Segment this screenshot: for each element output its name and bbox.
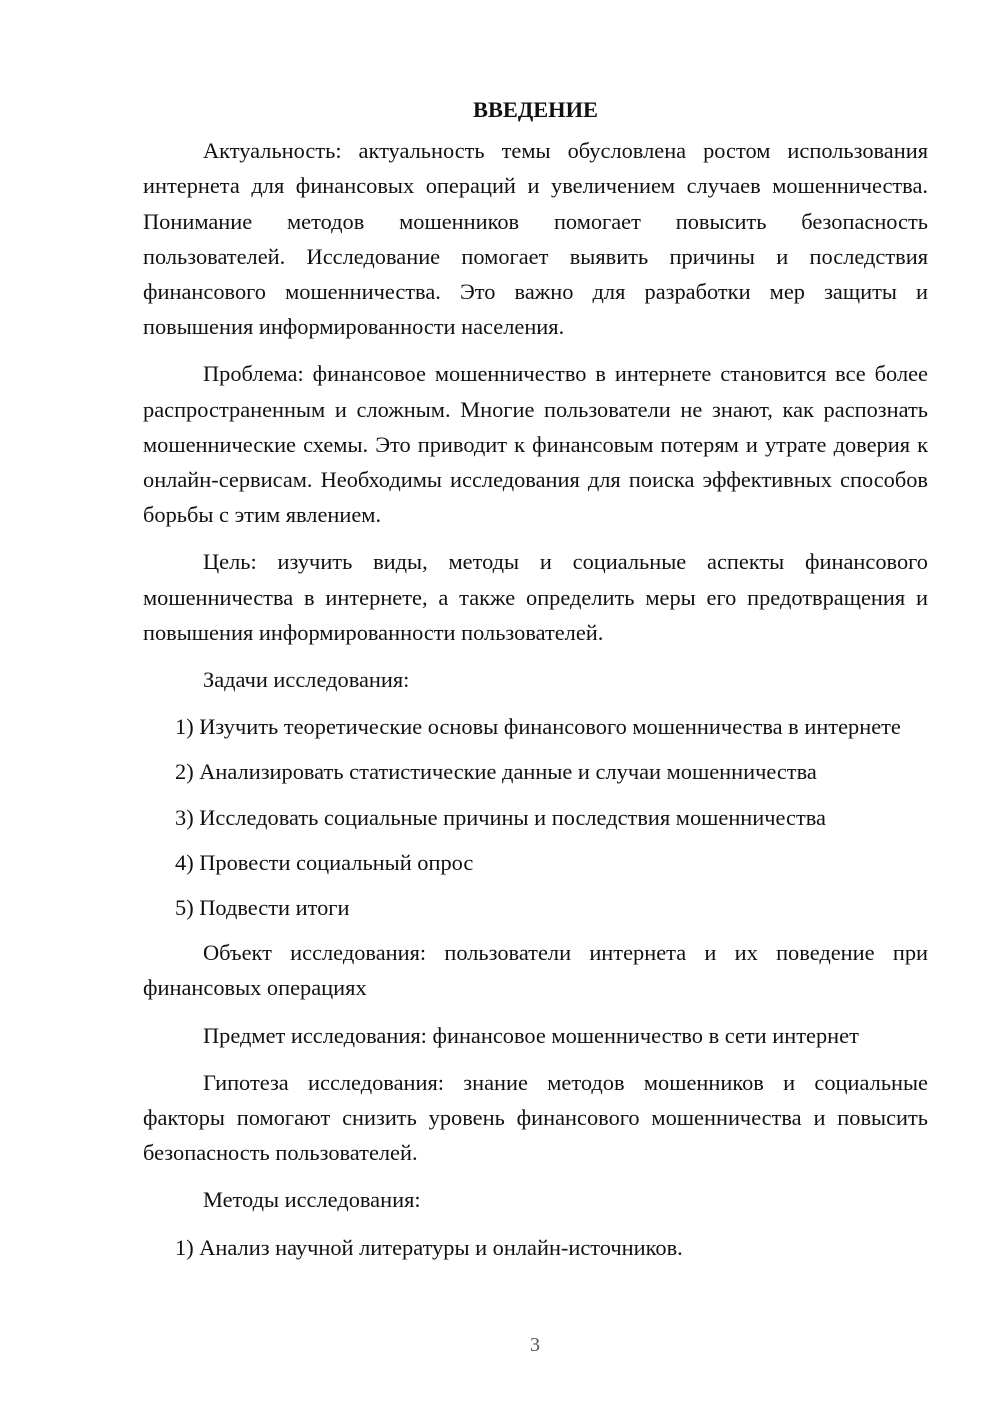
task-item-5: 5) Подвести итоги	[175, 895, 350, 921]
task-item-3: 3) Исследовать социальные причины и последствия мошенничества	[175, 804, 826, 830]
methods-heading: Методы исследования:	[203, 1187, 421, 1213]
page-content	[143, 92, 928, 1275]
page-number: 3	[530, 1334, 540, 1356]
method-item-1: 1) Анализ научной литературы и онлайн-источников.	[175, 1234, 683, 1260]
task-item-2: 2) Анализировать статистические данные и случаи мошенничества	[175, 759, 817, 785]
task-item-4: 4) Провести социальный опрос	[175, 849, 474, 875]
paragraph-hypothesis: Гипотеза исследования: знание методов мошенников и социальные факторы помогают снизить уровень финансового мошенничества и повысить безопасность пользователей.	[143, 1069, 928, 1166]
paragraph-relevance: Актуальность: актуальность темы обусловлена ростом использования интернета для финансовых операций и увеличением случаев мошенничества. Понимание методов мошенников помогает повысить безопасность пользователей. Исследование помогает выявить причины и последствия финансового мошенничества. Это важно для разработки мер защиты и повышения информированности населения.	[143, 138, 928, 340]
task-item-1: 1) Изучить теоретические основы финансового мошенничества в интернете	[175, 714, 901, 740]
section-title: ВВЕДЕНИЕ	[473, 97, 598, 122]
paragraph-problem: Проблема: финансовое мошенничество в интернете становится все более распространенным и сложным. Многие пользователи не знают, как распознать мошеннические схемы. Это приводит к финансовым потерям и утрате доверия к онлайн-сервисам. Необходимы исследования для поиска эффективных способов борьбы с этим явлением.	[143, 361, 928, 528]
paragraph-subject: Предмет исследования: финансовое мошенничество в сети интернет	[203, 1022, 859, 1048]
tasks-heading: Задачи исследования:	[203, 667, 410, 693]
paragraph-goal: Цель: изучить виды, методы и социальные аспекты финансового мошенничества в интернете, а также определить меры его предотвращения и повышения информированности пользователей.	[143, 549, 928, 645]
paragraph-object: Объект исследования: пользователи интернета и их поведение при финансовых операциях	[143, 940, 928, 1001]
